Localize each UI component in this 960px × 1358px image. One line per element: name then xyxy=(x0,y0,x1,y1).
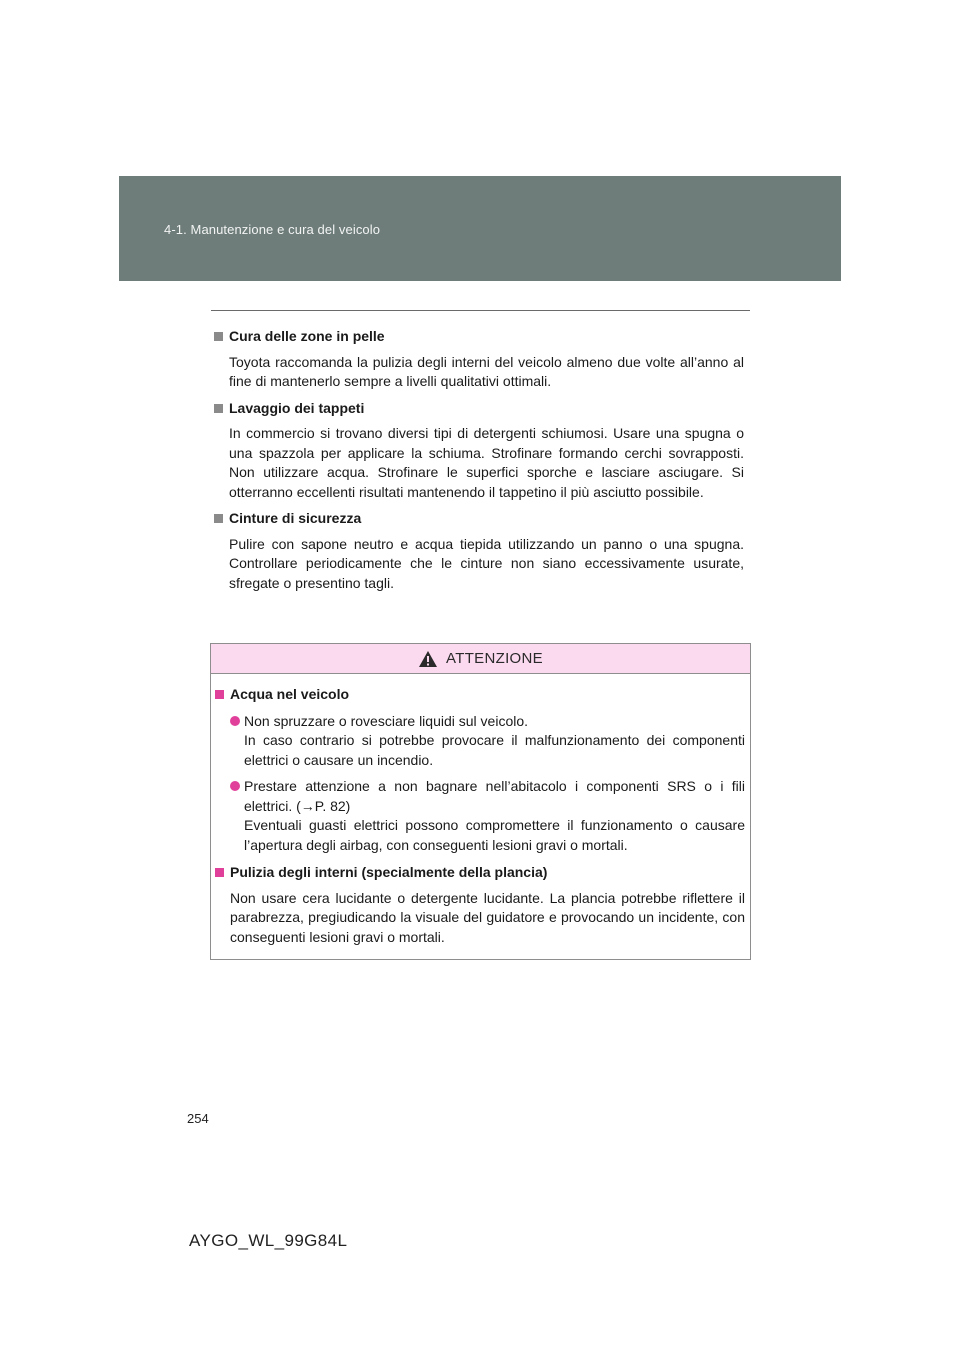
round-bullet-icon xyxy=(230,716,240,726)
warning-bullet: Non spruzzare o rovesciare liquidi sul veicolo. In caso contrario si potrebbe provocare il malfunzionamento dei componenti elettrici o causare un incendio. xyxy=(230,712,745,771)
warning-text-dashboard: Non usare cera lucidante o detergente lucidante. La plancia potrebbe riflettere il parabrezza, pregiudicando la visuale del guidatore e provocando un incidente, con conseguenti lesioni gravi o mortali. xyxy=(230,889,745,945)
warning-body xyxy=(215,685,745,954)
section-text-leather: Toyota raccomanda la pulizia degli interni del veicolo almeno due volte all’anno al fine di mantenerlo sempre a livelli qualitativi ottimali. xyxy=(229,353,744,389)
chapter-header-band xyxy=(119,176,841,281)
warning-box xyxy=(210,643,751,960)
square-bullet-icon xyxy=(214,404,223,413)
section-title-leather: Cura delle zone in pelle xyxy=(214,327,744,347)
warning-triangle-icon xyxy=(418,650,438,668)
section-title-seatbelts: Cinture di sicurezza xyxy=(214,509,744,529)
section-text-seatbelts: Pulire con sapone neutro e acqua tiepida utilizzando un panno o una spugna. Controllare periodicamente che le cinture non siano eccessivamente usurate, sfregate o presentino tagli. xyxy=(229,535,744,591)
main-content xyxy=(214,327,744,600)
warning-label: ATTENZIONE xyxy=(446,650,543,667)
warning-header xyxy=(211,644,750,674)
document-code: AYGO_WL_99G84L xyxy=(189,1231,348,1250)
square-bullet-icon xyxy=(215,690,224,699)
warning-title-water: Acqua nel veicolo xyxy=(215,685,745,705)
square-bullet-icon xyxy=(214,514,223,523)
warning-bullet: Prestare attenzione a non bagnare nell’abitacolo i componenti SRS o i fili elettrici. (→P. 82) Eventuali guasti elettrici possono compromettere il funzionamento o causare l’apertura degli airbag, con conseguenti lesioni gravi o mortali. xyxy=(230,777,745,855)
section-divider xyxy=(211,310,750,311)
square-bullet-icon xyxy=(215,868,224,877)
section-title-carpets: Lavaggio dei tappeti xyxy=(214,399,744,419)
page-number: 254 xyxy=(187,1111,209,1126)
warning-title-dashboard: Pulizia degli interni (specialmente della plancia) xyxy=(215,863,745,883)
round-bullet-icon xyxy=(230,781,240,791)
square-bullet-icon xyxy=(214,332,223,341)
section-text-carpets: In commercio si trovano diversi tipi di detergenti schiumosi. Usare una spugna o una spazzola per applicare la schiuma. Strofinare formando cerchi sovrapposti. Non utilizzare acqua. Strofinare le superfici sporche e lasciare asciugare. Si otterranno eccellenti risultati mantenendo il tappetino il più asciutto possibile. xyxy=(229,425,744,500)
chapter-title: 4-1. Manutenzione e cura del veicolo xyxy=(164,222,381,237)
